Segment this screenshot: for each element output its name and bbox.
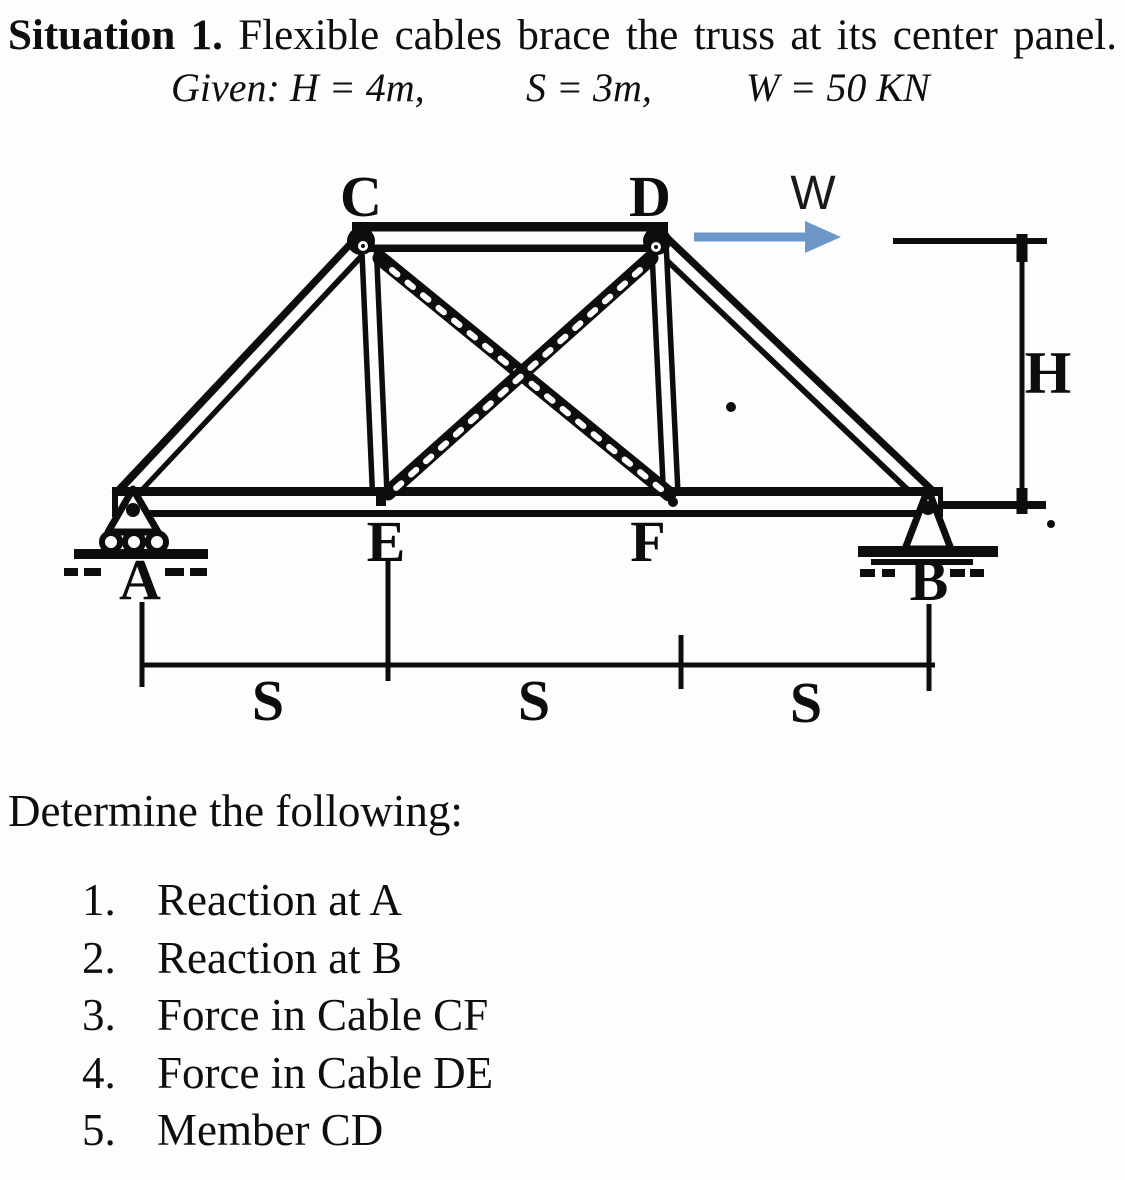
situation-label: Situation 1.	[8, 12, 223, 59]
item-text: Force in Cable DE	[157, 1047, 494, 1098]
joint-E	[376, 496, 386, 506]
member-bottom-chord-AB	[112, 502, 943, 503]
list-item	[82, 987, 493, 1045]
list-item	[82, 930, 493, 988]
member-DF	[659, 247, 671, 499]
situation-title	[8, 12, 1117, 59]
situation-text: Flexible cables brace the truss at its center panel.	[238, 12, 1117, 59]
node-label-E: E	[366, 509, 406, 574]
item-text: Reaction at B	[157, 932, 402, 983]
item-number: 5.	[82, 1105, 116, 1156]
given-label: Given:	[171, 65, 280, 110]
joint-D	[643, 227, 671, 255]
span-label-2: S	[517, 668, 551, 733]
item-text: Member CD	[157, 1105, 384, 1156]
determine-heading: Determine the following:	[8, 786, 463, 836]
list-item	[82, 872, 493, 930]
list-item	[82, 1045, 493, 1103]
node-label-A: A	[119, 547, 161, 612]
given-eq-h: H = 4m,	[289, 65, 425, 110]
item-text: Force in Cable CF	[157, 990, 489, 1041]
item-number: 2.	[82, 932, 116, 983]
list-item	[82, 1102, 493, 1160]
span-label-1: S	[251, 668, 285, 733]
load-W	[694, 167, 841, 253]
joint-C	[347, 227, 375, 255]
joint-F	[668, 497, 678, 507]
ink-speck	[726, 402, 736, 412]
node-label-B: B	[909, 548, 949, 613]
member-DB	[659, 241, 932, 501]
height-label: H	[1024, 340, 1072, 406]
member-top-chord-CD	[352, 237, 668, 238]
member-AC	[120, 241, 364, 500]
node-label-D: D	[629, 164, 671, 229]
truss-diagram	[0, 140, 1125, 760]
load-arrowhead-icon	[805, 221, 841, 253]
task-list	[82, 872, 493, 1160]
roller-icon	[102, 533, 120, 551]
given-h	[171, 64, 425, 111]
item-number: 3.	[82, 990, 116, 1041]
item-number: 4.	[82, 1047, 116, 1098]
item-text: Reaction at A	[157, 875, 402, 925]
dimension-S	[140, 558, 935, 735]
load-label: W	[790, 167, 836, 220]
item-number: 1.	[82, 875, 116, 925]
given-eq-w: W = 50 KN	[746, 65, 930, 110]
span-label-3: S	[789, 670, 823, 735]
member-CE	[369, 247, 380, 499]
node-label-C: C	[340, 164, 382, 229]
given-eq-s: S = 3m,	[526, 65, 652, 110]
node-label-F: F	[630, 509, 666, 574]
